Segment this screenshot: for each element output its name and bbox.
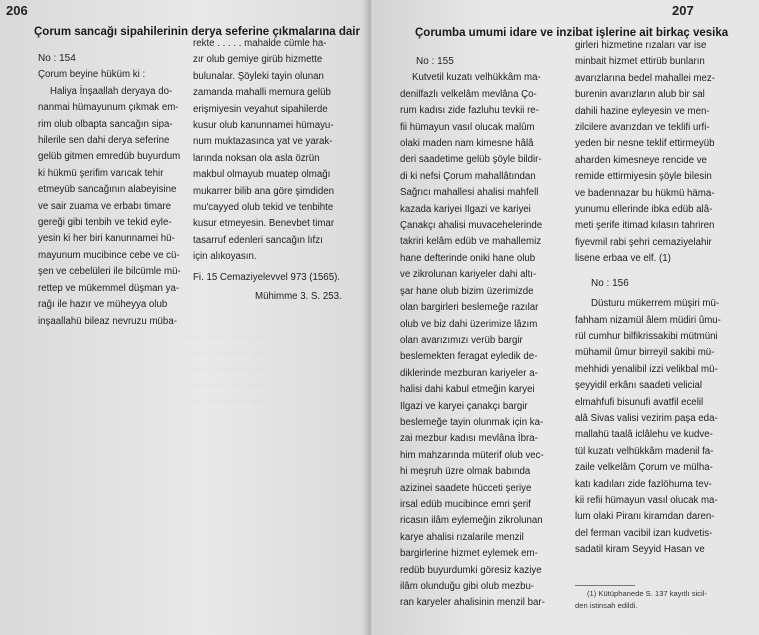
text-line: yeden bir nesne teklif ettirmeyüb <box>575 138 715 150</box>
text-line: etmeyüb sancağının alabeyisine <box>38 184 177 196</box>
text-line: kii refii hümayun vasıl olucak ma- <box>575 494 718 506</box>
text-line: di ki nefsi Çorum mahallâtından <box>400 170 536 182</box>
text-line: kazada kariyei Ilgazi ve kariyei <box>400 203 531 215</box>
document-number: No : 154 <box>38 53 76 64</box>
text-line: mukarrer bilib ana göre şimdiden <box>193 185 335 197</box>
text-line: hi meşruh üzre olmak babında <box>400 466 531 478</box>
text-line: şeyyidil erkânı saadeti velicial <box>575 380 703 392</box>
text-line: del ferman vacibil izan kudvetis- <box>575 527 713 539</box>
text-line: rettep ve mükemmel düşman ya- <box>38 282 180 294</box>
text-line: burenin avarızların alub bir sal <box>575 89 705 101</box>
text-line: mühamil ûmur birreyil sakibi mü- <box>575 347 715 359</box>
text-line: zaile velkelâm Çorum ve mülha- <box>575 462 713 474</box>
text-line: fiyevmil rabi şehri cemaziyelahir <box>575 236 712 248</box>
text-line: makbul olmayub muatep olmağı <box>193 169 331 181</box>
text-line: redüb buyurdumki göresiz kaziye <box>400 564 542 576</box>
text-line: him mahzarında müterif olub vec- <box>400 449 544 461</box>
text-line: olub ve biz dahi üzerimize lâzım <box>400 318 538 330</box>
text-line: Sağrıcı mahallesi ahalisi mahfell <box>400 187 539 199</box>
text-line: denilfazlı velkelâm mevlâna Ço- <box>400 88 537 100</box>
text-line: inşaallahü bileaz nevruzu müba- <box>38 315 177 327</box>
text-line: rağı ile hazır ve müheyya olub <box>38 299 168 311</box>
text-line: yunumu ellerinde ibka edüb alâ- <box>575 204 713 216</box>
text-line: rül cumhur bilfikrissakibi mütmüni <box>575 330 718 342</box>
text-line: mehhidi yenalibil izzi velikbal mü- <box>575 363 718 375</box>
text-line: olan bargirleri beslemeğe razılar <box>400 302 539 314</box>
text-line: rim olub olbapta sancağın sipa- <box>38 118 173 130</box>
text-line: için alıkoyasın. <box>193 251 257 263</box>
text-line: zamanda mahalli memura gelüb <box>193 87 331 99</box>
text-line: nanmai hümayunum çıkmak em- <box>38 102 179 114</box>
page-number: 207 <box>672 3 694 18</box>
text-line: lisene erbaa ve elf. (1) <box>575 253 671 265</box>
text-line: num muktazasınca yat ve yarak- <box>193 136 333 148</box>
text-line: şar hane olub bizim üzerimizde <box>400 285 534 297</box>
text-line: zır olub gemiye girüb hizmette <box>193 54 323 66</box>
text-line: elmahfufi bisunufi avatfil ecelil <box>575 396 704 408</box>
text-line: rekte . . . . . mahalde cümle ha- <box>193 38 327 49</box>
document-number: No : 156 <box>591 277 629 289</box>
text-line: zilcilere avarızdan ve teklifi urfi- <box>575 122 710 134</box>
right-page <box>371 0 759 635</box>
footnote-line: den istinsah edildi. <box>575 601 638 610</box>
text-column-1 <box>400 54 558 612</box>
text-line: dahili hazine eyleyesin ve men- <box>575 105 710 117</box>
text-line: ve badennazar bu hükmü häma- <box>575 187 715 199</box>
page-heading: Çorumba umumi idare ve inzibat işlerine ait birkaç vesika <box>415 27 729 39</box>
text-line: alâ Sivas valisi vezirim paşa eda- <box>575 412 718 424</box>
text-line: olaki maden nam kimesne hâlâ <box>400 138 534 150</box>
text-line: Düsturu mükerrem müşiri mü- <box>591 298 720 310</box>
page-heading: Çorum sancağı sipahilerinin derya seferine çıkmalarına dair <box>34 26 360 38</box>
text-line: mayunum mucibince cebe ve cü- <box>38 249 180 261</box>
text-line: deri saadetime gelüb şöyle bildir- <box>400 154 542 166</box>
text-line: hane defterinde oniki hane olub <box>400 252 536 264</box>
text-line: Haliya İnşaallah deryaya do- <box>50 85 173 97</box>
footnote-rule <box>575 585 635 586</box>
text-line: kusur olub kanunnamei hümayu- <box>193 120 334 132</box>
text-line: beslemekten feragat eyledik de- <box>400 351 538 363</box>
text-line: ve zikrolunan kariyeler dahi altı- <box>400 269 537 281</box>
text-line: katı kadıları zide fazlöhuma tev- <box>575 478 712 490</box>
text-line: yesin ki her biri kanunnamei hü- <box>38 233 175 245</box>
text-line: takriri kelâm edüb ve mahallemiz <box>400 236 542 248</box>
left-page <box>0 0 371 635</box>
text-line: gelüb gitmen emredüb buyurdum <box>38 151 181 163</box>
text-line: Çorum beyine hüküm ki : <box>38 69 146 81</box>
text-line: ilâm olunduğu gibi olub mezbu- <box>400 581 535 592</box>
text-line: remide ettirmiyesin şöyle bilesin <box>575 171 712 183</box>
text-line: larında noksan ola asla özrün <box>193 152 320 164</box>
text-column-2 <box>193 36 351 306</box>
text-line: bulunalar. Şöyleki tayin olunan <box>193 70 324 82</box>
text-line: rum kadısı zide fazluhu tevkii re- <box>400 105 539 117</box>
text-line: mu'cayyed olub tekid ve tenbihte <box>193 202 334 214</box>
text-line: irsal edüb mucibince emri şerif <box>400 498 531 510</box>
footnote-line: (1) Kütüphanede S. 137 kayıtlı sicil- <box>587 589 707 598</box>
text-line: fahham nizamül âlem müdiri ûmu- <box>575 314 721 326</box>
text-line: halisi dahi kabul etmeğin karyei <box>400 384 535 396</box>
text-line: avarızlarına bedel mahallei mez- <box>575 72 715 84</box>
text-column-1 <box>38 51 188 330</box>
text-line: bargirlerine hizmet eylemek em- <box>400 548 538 560</box>
text-line: sadatil kiram Seyyid Hasan ve <box>575 544 705 556</box>
bleed-through: ··· ······· ······· ······ ····· ······· ···· ····· ··· ······ ······· ····· ······ ····· ········ ··· ····· ······· ······ ···· <box>185 332 266 407</box>
text-line: lum olaki Piranı kiramdan daren- <box>575 511 715 523</box>
text-line: ve sair zuama ve erbabı timare <box>38 200 171 212</box>
document-date: Fi. 15 Cemaziyelevvel 973 (1565). <box>193 271 340 283</box>
text-line: kusur etmeyesin. Benevbet timar <box>193 218 335 230</box>
text-line: meti şerife itimad kılasın tahriren <box>575 220 715 232</box>
text-line: minbait hizmet ettirüb bunların <box>575 56 705 68</box>
text-line: erişmiyesin veyahut sipahilerde <box>193 103 328 115</box>
text-line: Ilgazi ve karyei çanakçı bargir <box>400 400 528 412</box>
text-line: Çanakçı ahalisi muvacehelerinde <box>400 220 543 232</box>
document-number: No : 155 <box>416 56 454 67</box>
text-line: zai mezbur kadısı mevlâna İbra- <box>400 433 538 445</box>
text-line: ricasın ilâm eylemeğin zikrolunan <box>400 515 543 527</box>
page-number: 206 <box>6 3 28 18</box>
text-line: gereği gibi tenbih ve tekid eyle- <box>38 217 172 229</box>
document-source: Mühimme 3. S. 253. <box>255 291 342 303</box>
text-line: ki hükmü şerifim varıcak tehir <box>38 167 164 179</box>
text-line: şen ve cebelüleri ile bilcümle mü- <box>38 266 181 278</box>
text-line: tasarruf edenleri sancağın lıfzı <box>193 234 323 246</box>
text-line: Kutvetil kuzatı velhükkâm ma- <box>412 72 541 84</box>
text-line: mallahü taalâ iclâlehu ve kudve- <box>575 429 713 441</box>
text-line: karye ahalisi rızalarile menzil <box>400 531 524 543</box>
text-line: girleri hizmetine rızaları var ise <box>575 40 707 51</box>
text-line: aharden kimesneye rencide ve <box>575 154 707 166</box>
text-line: tül kuzatı velhükkâm madenil fa- <box>575 445 714 457</box>
text-line: fii hümayun vasıl olucak malûm <box>400 121 535 133</box>
text-line: beslemeğe tayin olunmak için ka- <box>400 416 544 428</box>
text-line: ran karyeler ahalisinin menzil bar- <box>400 597 545 609</box>
text-column-2 <box>575 38 743 559</box>
text-line: azizinei saadete hücceti şeriye <box>400 482 532 494</box>
text-line: olan avarızımızı verüb bargir <box>400 334 523 346</box>
text-line: diklerinde mezburan kariyeler a- <box>400 367 538 379</box>
text-line: hilerile sen dahi derya seferine <box>38 135 170 147</box>
